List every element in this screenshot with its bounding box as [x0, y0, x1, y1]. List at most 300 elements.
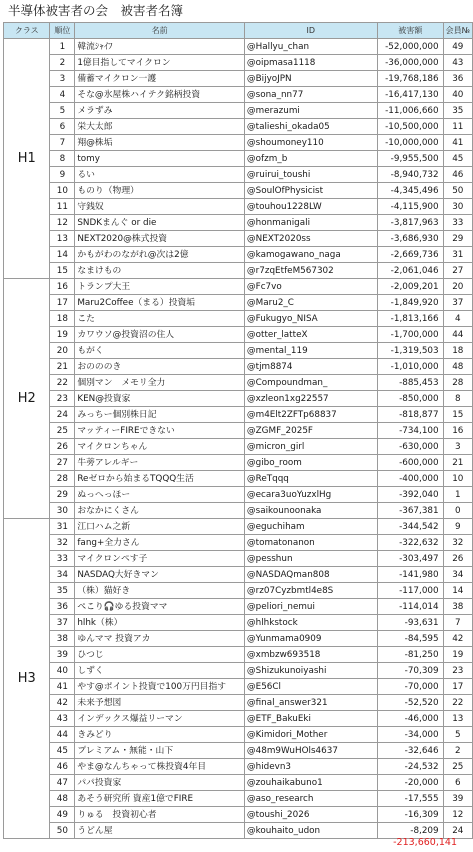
header-count: 会員№ — [443, 23, 472, 39]
name-cell: ぬっへっほー — [75, 487, 245, 503]
name-cell: ゆんママ 投資アカ — [75, 631, 245, 647]
id-cell: @ecara3uoYuzxlHg — [244, 487, 377, 503]
name-cell: ひつじ — [75, 647, 245, 663]
rank-cell: 38 — [50, 631, 75, 647]
amount-cell: -24,532 — [377, 759, 443, 775]
id-cell: @zouhaikabuno1 — [244, 775, 377, 791]
header-name: 名前 — [75, 23, 245, 39]
amount-cell: -52,520 — [377, 695, 443, 711]
rank-cell: 50 — [50, 823, 75, 839]
rank-cell: 22 — [50, 375, 75, 391]
count-cell: 48 — [443, 359, 472, 375]
name-cell: そな@氷屋株ハイテク銘柄投資 — [75, 87, 245, 103]
amount-cell: -19,768,186 — [377, 71, 443, 87]
count-cell: 42 — [443, 631, 472, 647]
amount-cell: -392,040 — [377, 487, 443, 503]
table-row — [4, 359, 473, 375]
id-cell: @toushi_2026 — [244, 807, 377, 823]
table-row — [4, 583, 473, 599]
table-row — [4, 503, 473, 519]
victim-roster-table — [3, 22, 473, 839]
name-cell: やす@ポイント投資で100万円目指す — [75, 679, 245, 695]
count-cell: 26 — [443, 551, 472, 567]
count-cell: 38 — [443, 599, 472, 615]
rank-cell: 24 — [50, 407, 75, 423]
table-row — [4, 535, 473, 551]
table-row — [4, 471, 473, 487]
name-cell: NEXT2020@株式投資 — [75, 231, 245, 247]
count-cell: 4 — [443, 311, 472, 327]
name-cell: あそう研究所 資産1億でFIRE — [75, 791, 245, 807]
count-cell: 9 — [443, 519, 472, 535]
id-cell: @touhou1228LW — [244, 199, 377, 215]
count-cell: 41 — [443, 135, 472, 151]
amount-cell: -17,555 — [377, 791, 443, 807]
amount-cell: -4,345,496 — [377, 183, 443, 199]
name-cell: NASDAQ大好きマン — [75, 567, 245, 583]
count-cell: 34 — [443, 567, 472, 583]
rank-cell: 14 — [50, 247, 75, 263]
rank-cell: 11 — [50, 199, 75, 215]
rank-cell: 34 — [50, 567, 75, 583]
amount-cell: -1,700,000 — [377, 327, 443, 343]
name-cell: こた — [75, 311, 245, 327]
count-cell: 11 — [443, 119, 472, 135]
count-cell: 39 — [443, 791, 472, 807]
name-cell: もがく — [75, 343, 245, 359]
id-cell: @Hallyu_chan — [244, 39, 377, 55]
header-row — [4, 23, 473, 39]
amount-cell: -81,250 — [377, 647, 443, 663]
count-cell: 13 — [443, 711, 472, 727]
name-cell: 栄大太郎 — [75, 119, 245, 135]
amount-cell: -734,100 — [377, 423, 443, 439]
table-row — [4, 759, 473, 775]
id-cell: @eguchiham — [244, 519, 377, 535]
name-cell: るい — [75, 167, 245, 183]
count-cell: 29 — [443, 231, 472, 247]
header-class: クラス — [4, 23, 50, 39]
id-cell: @NASDAQman808 — [244, 567, 377, 583]
id-cell: @xmbzw693518 — [244, 647, 377, 663]
amount-cell: -3,686,930 — [377, 231, 443, 247]
id-cell: @hidevn3 — [244, 759, 377, 775]
rank-cell: 33 — [50, 551, 75, 567]
amount-cell: -36,000,000 — [377, 55, 443, 71]
count-cell: 18 — [443, 343, 472, 359]
count-cell: 46 — [443, 167, 472, 183]
table-row — [4, 343, 473, 359]
count-cell: 17 — [443, 679, 472, 695]
table-row — [4, 71, 473, 87]
rank-cell: 5 — [50, 103, 75, 119]
count-cell: 20 — [443, 279, 472, 295]
table-row — [4, 727, 473, 743]
name-cell: しずく — [75, 663, 245, 679]
amount-cell: -2,009,201 — [377, 279, 443, 295]
count-cell: 2 — [443, 743, 472, 759]
amount-cell: -20,000 — [377, 775, 443, 791]
name-cell: りゅる 投資初心者 — [75, 807, 245, 823]
rank-cell: 23 — [50, 391, 75, 407]
amount-cell: -114,014 — [377, 599, 443, 615]
table-row — [4, 679, 473, 695]
id-cell: @sona_nn77 — [244, 87, 377, 103]
amount-cell: -322,632 — [377, 535, 443, 551]
amount-cell: -400,000 — [377, 471, 443, 487]
count-cell: 5 — [443, 727, 472, 743]
table-row — [4, 663, 473, 679]
count-cell: 31 — [443, 247, 472, 263]
name-cell: インデックス爆益リーマン — [75, 711, 245, 727]
rank-cell: 12 — [50, 215, 75, 231]
table-row — [4, 327, 473, 343]
id-cell: @ZGMF_2025F — [244, 423, 377, 439]
name-cell: tomy — [75, 151, 245, 167]
count-cell: 37 — [443, 295, 472, 311]
table-row — [4, 407, 473, 423]
count-cell: 22 — [443, 695, 472, 711]
table-row — [4, 487, 473, 503]
id-cell: @Fc7vo — [244, 279, 377, 295]
count-cell: 28 — [443, 375, 472, 391]
table-row — [4, 55, 473, 71]
name-cell: 韓流ｼｬｲﾌ — [75, 39, 245, 55]
id-cell: @merazumi — [244, 103, 377, 119]
id-cell: @micron_girl — [244, 439, 377, 455]
id-cell: @ofzm_b — [244, 151, 377, 167]
amount-cell: -117,000 — [377, 583, 443, 599]
rank-cell: 45 — [50, 743, 75, 759]
id-cell: @m4Elt2ZFTp68837 — [244, 407, 377, 423]
count-cell: 40 — [443, 87, 472, 103]
count-cell: 14 — [443, 583, 472, 599]
rank-cell: 6 — [50, 119, 75, 135]
table-row — [4, 519, 473, 535]
amount-cell: -8,940,732 — [377, 167, 443, 183]
name-cell: やま@なんちゃって株投資4年目 — [75, 759, 245, 775]
name-cell: ものり（物理） — [75, 183, 245, 199]
amount-cell: -850,000 — [377, 391, 443, 407]
rank-cell: 19 — [50, 327, 75, 343]
count-cell: 27 — [443, 263, 472, 279]
count-cell: 23 — [443, 663, 472, 679]
id-cell: @Maru2_C — [244, 295, 377, 311]
name-cell: 1億目指してマイクロン — [75, 55, 245, 71]
table-row — [4, 791, 473, 807]
amount-cell: -885,453 — [377, 375, 443, 391]
amount-cell: -70,309 — [377, 663, 443, 679]
name-cell: パパ投資家 — [75, 775, 245, 791]
id-cell: @ReTqqq — [244, 471, 377, 487]
table-row — [4, 647, 473, 663]
name-cell: （株）猫好き — [75, 583, 245, 599]
amount-cell: -3,817,963 — [377, 215, 443, 231]
table-row — [4, 711, 473, 727]
rank-cell: 48 — [50, 791, 75, 807]
name-cell: hlhk（株） — [75, 615, 245, 631]
count-cell: 19 — [443, 647, 472, 663]
id-cell: @E56Cl — [244, 679, 377, 695]
amount-cell: -600,000 — [377, 455, 443, 471]
id-cell: @kamogawano_naga — [244, 247, 377, 263]
table-row — [4, 423, 473, 439]
table-row — [4, 631, 473, 647]
count-cell: 33 — [443, 215, 472, 231]
name-cell: きみどり — [75, 727, 245, 743]
amount-cell: -11,006,660 — [377, 103, 443, 119]
total-amount: -213,660,141 — [393, 837, 457, 848]
name-cell: SNDKまんぐ or die — [75, 215, 245, 231]
name-cell: 守銭奴 — [75, 199, 245, 215]
table-row — [4, 199, 473, 215]
name-cell: 牛蒡アレルギー — [75, 455, 245, 471]
name-cell: おなかにくさん — [75, 503, 245, 519]
count-cell: 8 — [443, 391, 472, 407]
amount-cell: -4,115,900 — [377, 199, 443, 215]
rank-cell: 15 — [50, 263, 75, 279]
name-cell: fang+全力さん — [75, 535, 245, 551]
amount-cell: -84,595 — [377, 631, 443, 647]
count-cell: 45 — [443, 151, 472, 167]
rank-cell: 44 — [50, 727, 75, 743]
table-row — [4, 135, 473, 151]
table-row — [4, 391, 473, 407]
rank-cell: 49 — [50, 807, 75, 823]
table-row — [4, 807, 473, 823]
id-cell: @gibo_room — [244, 455, 377, 471]
name-cell: うどん屋 — [75, 823, 245, 839]
name-cell: トランプ大王 — [75, 279, 245, 295]
table-row — [4, 263, 473, 279]
id-cell: @kouhaito_udon — [244, 823, 377, 839]
table-row — [4, 183, 473, 199]
id-cell: @honmanigali — [244, 215, 377, 231]
table-row — [4, 743, 473, 759]
rank-cell: 36 — [50, 599, 75, 615]
id-cell: @aso_research — [244, 791, 377, 807]
id-cell: @Yunmama0909 — [244, 631, 377, 647]
page-title: 半導体被害者の会 被害者名簿 — [8, 3, 184, 18]
id-cell: @otter_latteX — [244, 327, 377, 343]
table-row — [4, 87, 473, 103]
rank-cell: 42 — [50, 695, 75, 711]
table-body — [4, 39, 473, 839]
name-cell: 備蓄マイクロン一護 — [75, 71, 245, 87]
name-cell: Maru2Coffee（まる）投資垢 — [75, 295, 245, 311]
count-cell: 32 — [443, 535, 472, 551]
count-cell: 30 — [443, 199, 472, 215]
name-cell: 江口ハム之新 — [75, 519, 245, 535]
id-cell: @ruirui_toushi — [244, 167, 377, 183]
count-cell: 50 — [443, 183, 472, 199]
amount-cell: -367,381 — [377, 503, 443, 519]
table-row — [4, 119, 473, 135]
amount-cell: -16,417,130 — [377, 87, 443, 103]
id-cell: @rz07Cyzbmtl4e8S — [244, 583, 377, 599]
id-cell: @tjm8874 — [244, 359, 377, 375]
count-cell: 21 — [443, 455, 472, 471]
count-cell: 44 — [443, 327, 472, 343]
count-cell: 1 — [443, 487, 472, 503]
rank-cell: 46 — [50, 759, 75, 775]
id-cell: @xzleon1xg22557 — [244, 391, 377, 407]
rank-cell: 29 — [50, 487, 75, 503]
id-cell: @SoulOfPhysicist — [244, 183, 377, 199]
rank-cell: 4 — [50, 87, 75, 103]
count-cell: 35 — [443, 103, 472, 119]
id-cell: @BijyoJPN — [244, 71, 377, 87]
table-row — [4, 311, 473, 327]
amount-cell: -2,061,046 — [377, 263, 443, 279]
amount-cell: -2,669,736 — [377, 247, 443, 263]
table-row — [4, 551, 473, 567]
rank-cell: 39 — [50, 647, 75, 663]
id-cell: @saikounoonaka — [244, 503, 377, 519]
table-row — [4, 615, 473, 631]
amount-cell: -630,000 — [377, 439, 443, 455]
amount-cell: -9,955,500 — [377, 151, 443, 167]
name-cell: おのののき — [75, 359, 245, 375]
table-row — [4, 247, 473, 263]
amount-cell: -1,010,000 — [377, 359, 443, 375]
name-cell: みっちー個別株日記 — [75, 407, 245, 423]
id-cell: @shoumoney110 — [244, 135, 377, 151]
rank-cell: 26 — [50, 439, 75, 455]
class-label: H2 — [4, 279, 50, 519]
class-label: H3 — [4, 519, 50, 839]
amount-cell: -8,209 — [377, 823, 443, 839]
count-cell: 10 — [443, 471, 472, 487]
rank-cell: 1 — [50, 39, 75, 55]
header-amount: 被害額 — [377, 23, 443, 39]
amount-cell: -34,000 — [377, 727, 443, 743]
name-cell: ぺこり🎧ゆる投資ママ — [75, 599, 245, 615]
rank-cell: 28 — [50, 471, 75, 487]
rank-cell: 8 — [50, 151, 75, 167]
amount-cell: -16,309 — [377, 807, 443, 823]
id-cell: @48m9WuHOls4637 — [244, 743, 377, 759]
rank-cell: 43 — [50, 711, 75, 727]
name-cell: Reゼロから始まるTQQQ生活 — [75, 471, 245, 487]
id-cell: @Compoundman_ — [244, 375, 377, 391]
count-cell: 36 — [443, 71, 472, 87]
count-cell: 25 — [443, 759, 472, 775]
rank-cell: 18 — [50, 311, 75, 327]
table-row — [4, 439, 473, 455]
rank-cell: 20 — [50, 343, 75, 359]
id-cell: @r7zqEtfeM567302 — [244, 263, 377, 279]
table-row — [4, 103, 473, 119]
rank-cell: 13 — [50, 231, 75, 247]
id-cell: @Fukugyo_NISA — [244, 311, 377, 327]
name-cell: かもがわのながれ@次は2億 — [75, 247, 245, 263]
count-cell: 24 — [443, 823, 472, 839]
amount-cell: -818,877 — [377, 407, 443, 423]
table-row — [4, 567, 473, 583]
rank-cell: 16 — [50, 279, 75, 295]
amount-cell: -141,980 — [377, 567, 443, 583]
rank-cell: 30 — [50, 503, 75, 519]
table-row — [4, 455, 473, 471]
rank-cell: 9 — [50, 167, 75, 183]
name-cell: マイクロンちゃん — [75, 439, 245, 455]
count-cell: 15 — [443, 407, 472, 423]
amount-cell: -1,849,920 — [377, 295, 443, 311]
count-cell: 16 — [443, 423, 472, 439]
rank-cell: 21 — [50, 359, 75, 375]
id-cell: @talieshi_okada05 — [244, 119, 377, 135]
rank-cell: 32 — [50, 535, 75, 551]
table-row — [4, 215, 473, 231]
rank-cell: 3 — [50, 71, 75, 87]
table-row — [4, 695, 473, 711]
amount-cell: -70,000 — [377, 679, 443, 695]
table-row — [4, 151, 473, 167]
amount-cell: -93,631 — [377, 615, 443, 631]
amount-cell: -344,542 — [377, 519, 443, 535]
rank-cell: 27 — [50, 455, 75, 471]
count-cell: 12 — [443, 807, 472, 823]
id-cell: @tomatonanon — [244, 535, 377, 551]
name-cell: マッティーFIREできない — [75, 423, 245, 439]
id-cell: @Shizukunoiyashi — [244, 663, 377, 679]
name-cell: マイクロンペす子 — [75, 551, 245, 567]
header-rank: 順位 — [50, 23, 75, 39]
count-cell: 0 — [443, 503, 472, 519]
table-row — [4, 375, 473, 391]
id-cell: @peliori_nemui — [244, 599, 377, 615]
name-cell: 個別マン メモリ全力 — [75, 375, 245, 391]
name-cell: なまけもの — [75, 263, 245, 279]
rank-cell: 7 — [50, 135, 75, 151]
id-cell: @NEXT2020ss — [244, 231, 377, 247]
id-cell: @hlhkstock — [244, 615, 377, 631]
name-cell: カワウソ@投資沼の住人 — [75, 327, 245, 343]
name-cell: KEN@投資家 — [75, 391, 245, 407]
table-row — [4, 279, 473, 295]
amount-cell: -52,000,000 — [377, 39, 443, 55]
name-cell: プレミアム・無能・山下 — [75, 743, 245, 759]
amount-cell: -10,500,000 — [377, 119, 443, 135]
rank-cell: 10 — [50, 183, 75, 199]
table-row — [4, 167, 473, 183]
header-id: ID — [244, 23, 377, 39]
count-cell: 3 — [443, 439, 472, 455]
id-cell: @Kimidori_Mother — [244, 727, 377, 743]
rank-cell: 41 — [50, 679, 75, 695]
amount-cell: -303,497 — [377, 551, 443, 567]
amount-cell: -32,646 — [377, 743, 443, 759]
table-row — [4, 599, 473, 615]
table-row — [4, 295, 473, 311]
rank-cell: 47 — [50, 775, 75, 791]
count-cell: 49 — [443, 39, 472, 55]
rank-cell: 37 — [50, 615, 75, 631]
rank-cell: 31 — [50, 519, 75, 535]
id-cell: @mental_119 — [244, 343, 377, 359]
count-cell: 43 — [443, 55, 472, 71]
rank-cell: 2 — [50, 55, 75, 71]
table-row — [4, 775, 473, 791]
amount-cell: -1,813,166 — [377, 311, 443, 327]
id-cell: @pesshun — [244, 551, 377, 567]
rank-cell: 35 — [50, 583, 75, 599]
count-cell: 7 — [443, 615, 472, 631]
rank-cell: 40 — [50, 663, 75, 679]
id-cell: @final_answer321 — [244, 695, 377, 711]
table-row — [4, 39, 473, 55]
